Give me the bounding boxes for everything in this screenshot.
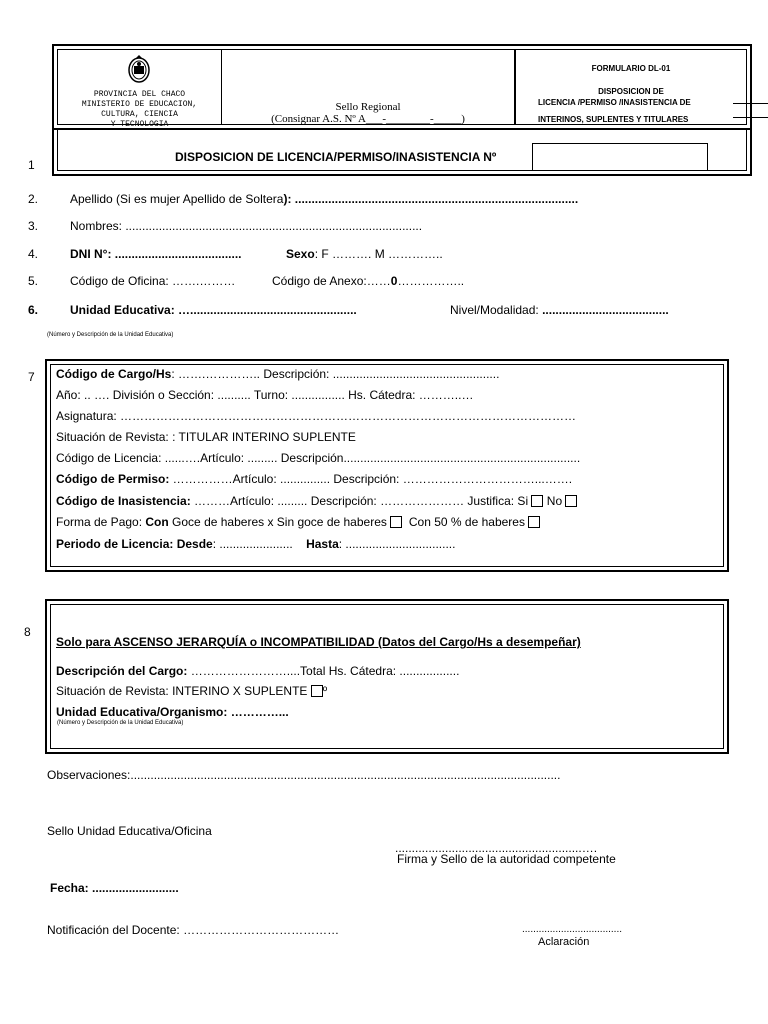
dni-field[interactable]: DNI N°: ......................................: [70, 247, 242, 261]
forma-pago-options: Goce de haberes x Sin goce de haberes: [168, 515, 387, 529]
forma-pago-field[interactable]: [56, 515, 540, 529]
sello-unidad-label: Sello Unidad Educativa/Oficina: [47, 824, 212, 838]
unidad-educativa-field[interactable]: [70, 303, 357, 317]
justifica-si-checkbox[interactable]: [531, 495, 543, 507]
anio-division-row[interactable]: Año: .. …. División o Sección: .......... Turno: ................ Hs. Cátedra: ………..…: [56, 388, 474, 402]
field-number: 4.: [28, 247, 39, 261]
unidad-educativa-dots: …..................................................: [178, 303, 357, 317]
sello-regional-block: [222, 50, 516, 124]
periodo-licencia-field[interactable]: [56, 537, 455, 551]
situacion-revista-8-label: Situación de Revista: INTERINO X SUPLENTE: [56, 684, 308, 698]
org-line: MINISTERIO DE EDUCACION,: [81, 100, 198, 109]
periodo-desde-dots: : ......................: [212, 537, 293, 551]
suplente-checkbox[interactable]: [311, 685, 323, 697]
apellido-field[interactable]: [70, 192, 578, 206]
form-title-line: LICENCIA /PERMISO /INASISTENCIA DE: [538, 98, 691, 107]
descripcion-cargo-label: Descripción del Cargo:: [56, 664, 188, 678]
con-50-checkbox[interactable]: [528, 516, 540, 528]
form-title-block: [516, 50, 746, 124]
sexo-value: : F ………. M …………..: [314, 247, 443, 261]
descripcion-cargo-field[interactable]: [56, 664, 459, 678]
header-blank-line: [733, 103, 768, 104]
unidad-organismo-note: (Número y Descripción de la Unidad Educativa): [57, 720, 184, 726]
sexo-field[interactable]: [286, 247, 443, 261]
field-number: 2.: [28, 192, 39, 206]
fecha-field[interactable]: [50, 881, 179, 895]
forma-pago-label: Forma de Pago:: [56, 515, 146, 529]
disposicion-number-field[interactable]: [532, 143, 708, 171]
periodo-hasta-label: Hasta: [306, 537, 339, 551]
form-title-line: DISPOSICION DE: [598, 87, 664, 96]
section-8-heading: Solo para ASCENSO JERARQUÍA o INCOMPATIBILIDAD (Datos del Cargo/Hs a desempeñar): [56, 635, 581, 649]
codigo-anexo-value: 0: [390, 274, 398, 288]
form-header: [52, 44, 752, 130]
field-number: 6.: [28, 303, 39, 317]
sexo-label: Sexo: [286, 247, 315, 261]
form-header-inner: [57, 49, 747, 129]
codigo-cargo-label: Código de Cargo/Hs: [56, 367, 172, 381]
nivel-modalidad-label: Nivel/Modalidad:: [450, 303, 539, 317]
codigo-permiso-dots: ……………Artículo: ............... Descripción: ……………………………...…….: [169, 472, 573, 486]
codigo-cargo-field[interactable]: [56, 367, 499, 381]
sello-subtitle: (Consignar A.S. Nº A___-________-_____): [271, 113, 465, 125]
org-line: CULTURA, CIENCIA: [101, 110, 178, 119]
situacion-revista-8-field[interactable]: [56, 684, 327, 698]
codigo-inasistencia-field[interactable]: [56, 494, 577, 508]
observaciones-field[interactable]: Observaciones:.................................................................................................................................: [47, 768, 561, 782]
descripcion-cargo-dots: ……………………....Total Hs. Cátedra: ..................: [187, 664, 460, 678]
unidad-organismo-dots: …………...: [227, 705, 289, 719]
situacion-revista-field[interactable]: Situación de Revista: : TITULAR INTERINO SUPLENTE: [56, 430, 356, 444]
codigo-anexo-dots: ……………..: [397, 274, 465, 288]
codigo-inasistencia-label: Código de Inasistencia:: [56, 494, 191, 508]
disposicion-title: DISPOSICION DE LICENCIA/PERMISO/INASISTENCIA Nº: [175, 150, 497, 164]
sin-goce-checkbox[interactable]: [390, 516, 402, 528]
field-number: 3.: [28, 219, 39, 233]
unidad-organismo-label: Unidad Educativa/Organismo:: [56, 705, 228, 719]
con-50-label: Con 50 % de haberes: [408, 515, 525, 529]
fecha-label: Fecha:: [50, 881, 89, 895]
asignatura-field[interactable]: Asignatura: ……………………………………………………………………………………………………: [56, 409, 577, 423]
codigo-licencia-field[interactable]: Código de Licencia: ......….Artículo: ......... Descripción.......................................................................: [56, 451, 581, 465]
form-code: FORMULARIO DL-01: [591, 64, 671, 73]
coat-of-arms-icon: [126, 54, 152, 84]
justifica-no-checkbox[interactable]: [565, 495, 577, 507]
forma-pago-con: Con: [145, 515, 169, 529]
sello-title: Sello Regional: [335, 101, 401, 113]
aclaracion-label: Aclaración: [538, 936, 590, 948]
periodo-hasta-dots: : .................................: [338, 537, 456, 551]
fecha-dots: ..........................: [88, 881, 179, 895]
unidad-educativa-label: Unidad Educativa:: [70, 303, 175, 317]
firma-label: Firma y Sello de la autoridad competente: [397, 852, 616, 866]
org-name: [58, 90, 221, 130]
section-number: 8: [24, 625, 31, 639]
codigo-permiso-field[interactable]: [56, 472, 572, 486]
periodo-desde-label: Periodo de Licencia: Desde: [56, 537, 213, 551]
firma-line[interactable]: ........................................................….: [395, 841, 598, 855]
form-title-line: INTERINOS, SUPLENTES Y TITULARES: [538, 115, 689, 124]
unidad-note: (Número y Descripción de la Unidad Educativa): [47, 332, 174, 338]
codigo-oficina-field[interactable]: Código de Oficina: …….………: [70, 274, 236, 288]
org-line: PROVINCIA DEL CHACO: [93, 90, 186, 99]
aclaracion-line[interactable]: ....................................: [522, 924, 623, 935]
field-number: 5.: [28, 274, 39, 288]
apellido-dots: ): .....................................................................................: [283, 192, 579, 206]
unidad-organismo-field[interactable]: [56, 705, 289, 719]
section-number: 7: [28, 370, 35, 384]
row-number: 1: [28, 158, 35, 172]
header-blank-line: [733, 117, 768, 118]
notificacion-docente-field[interactable]: Notificación del Docente: …………………………………: [47, 923, 340, 937]
org-line: Y TECNOLOGIA: [110, 120, 169, 129]
org-block: [58, 50, 222, 129]
justifica-no-label: No: [546, 494, 563, 508]
apellido-label: Apellido (Si es mujer Apellido de Soltera: [70, 192, 284, 206]
codigo-anexo-field[interactable]: [272, 274, 464, 288]
codigo-inasistencia-dots: ………Artículo: ......... Descripción: ………………… Justifica: Si: [190, 494, 529, 508]
codigo-cargo-dots: : …….………….. Descripción: ..................................................: [171, 367, 500, 381]
nivel-modalidad-dots: ......................................: [542, 303, 669, 317]
codigo-anexo-label: Código de Anexo:……: [272, 274, 391, 288]
codigo-permiso-label: Código de Permiso:: [56, 472, 170, 486]
nivel-modalidad-field[interactable]: [450, 303, 669, 317]
nombres-field[interactable]: Nombres: .........................................................................................: [70, 219, 423, 233]
suplente-mark: º: [322, 684, 328, 698]
